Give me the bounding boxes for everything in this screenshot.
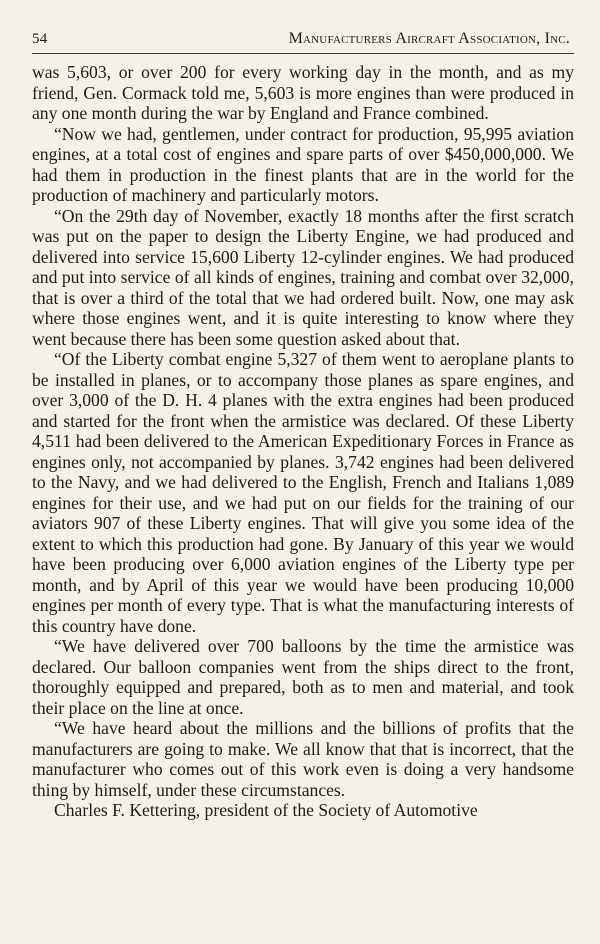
paragraph-6: “We have heard about the millions and the billions of profits that the manufacturers are going to make. We all know that that is incorrect, that the manufacturer who comes out of this work even is doing a very handsome thing by himself, under these circumstances. [32,718,574,800]
paragraph-5: “We have delivered over 700 balloons by the time the armistice was declared. Our balloon companies went from the ships direct to the front, thoroughly equipped and prepared, both as to men and material, and took their place on the line at once. [32,636,574,718]
body-text [32,62,574,821]
paragraph-1: was 5,603, or over 200 for every working day in the month, and as my friend, Gen. Cormack told me, 5,603 is more engines than were produced in any one month during the war by England and France combined. [32,62,574,123]
page-number: 54 [32,31,48,47]
paragraph-4: “Of the Liberty combat engine 5,327 of them went to aeroplane plants to be installed in planes, or to accompany those planes as spare engines, and over 3,000 of the D. H. 4 planes with the extra engines had been produced and started for the front when the armistice was declared. Of these Liberty 4,511 had been delivered to the American Expeditionary Forces in France as engines only, not accompanied by planes. 3,742 engines had been delivered to the Navy, and we had delivered to the English, French and Italians 1,089 engines for their use, and we had put on our fields for the training of our aviators 907 of these Liberty engines. That will give you some idea of the extent to which this production had gone. By January of this year we would have been producing over 6,000 aviation engines of the Liberty type per month, and by April of this year we would have been producing 10,000 engines per month of every type. That is what the manufacturing interests of this country have done. [32,349,574,636]
paragraph-2: “Now we had, gentlemen, under contract for production, 95,995 aviation engines, at a total cost of engines and spare parts of over $450,000,000. We had them in production in the finest plants that are in the world for the production of machinery and particularly motors. [32,123,574,205]
paragraph-3: “On the 29th day of November, exactly 18 months after the first scratch was put on the paper to design the Liberty Engine, we had produced and delivered into service 15,600 Liberty 12-cylinder engines. We had produced and put into service of all kinds of engines, training and combat over 32,000, that is over a third of the total that we had ordered built. Now, one may ask where those engines went, and it is quite interesting to know where they went because there has been some question asked about that. [32,205,574,349]
paragraph-7: Charles F. Kettering, president of the Society of Automotive [54,800,478,820]
running-title: Manufacturers Aircraft Association, Inc. [288,30,570,47]
running-header [32,30,574,54]
